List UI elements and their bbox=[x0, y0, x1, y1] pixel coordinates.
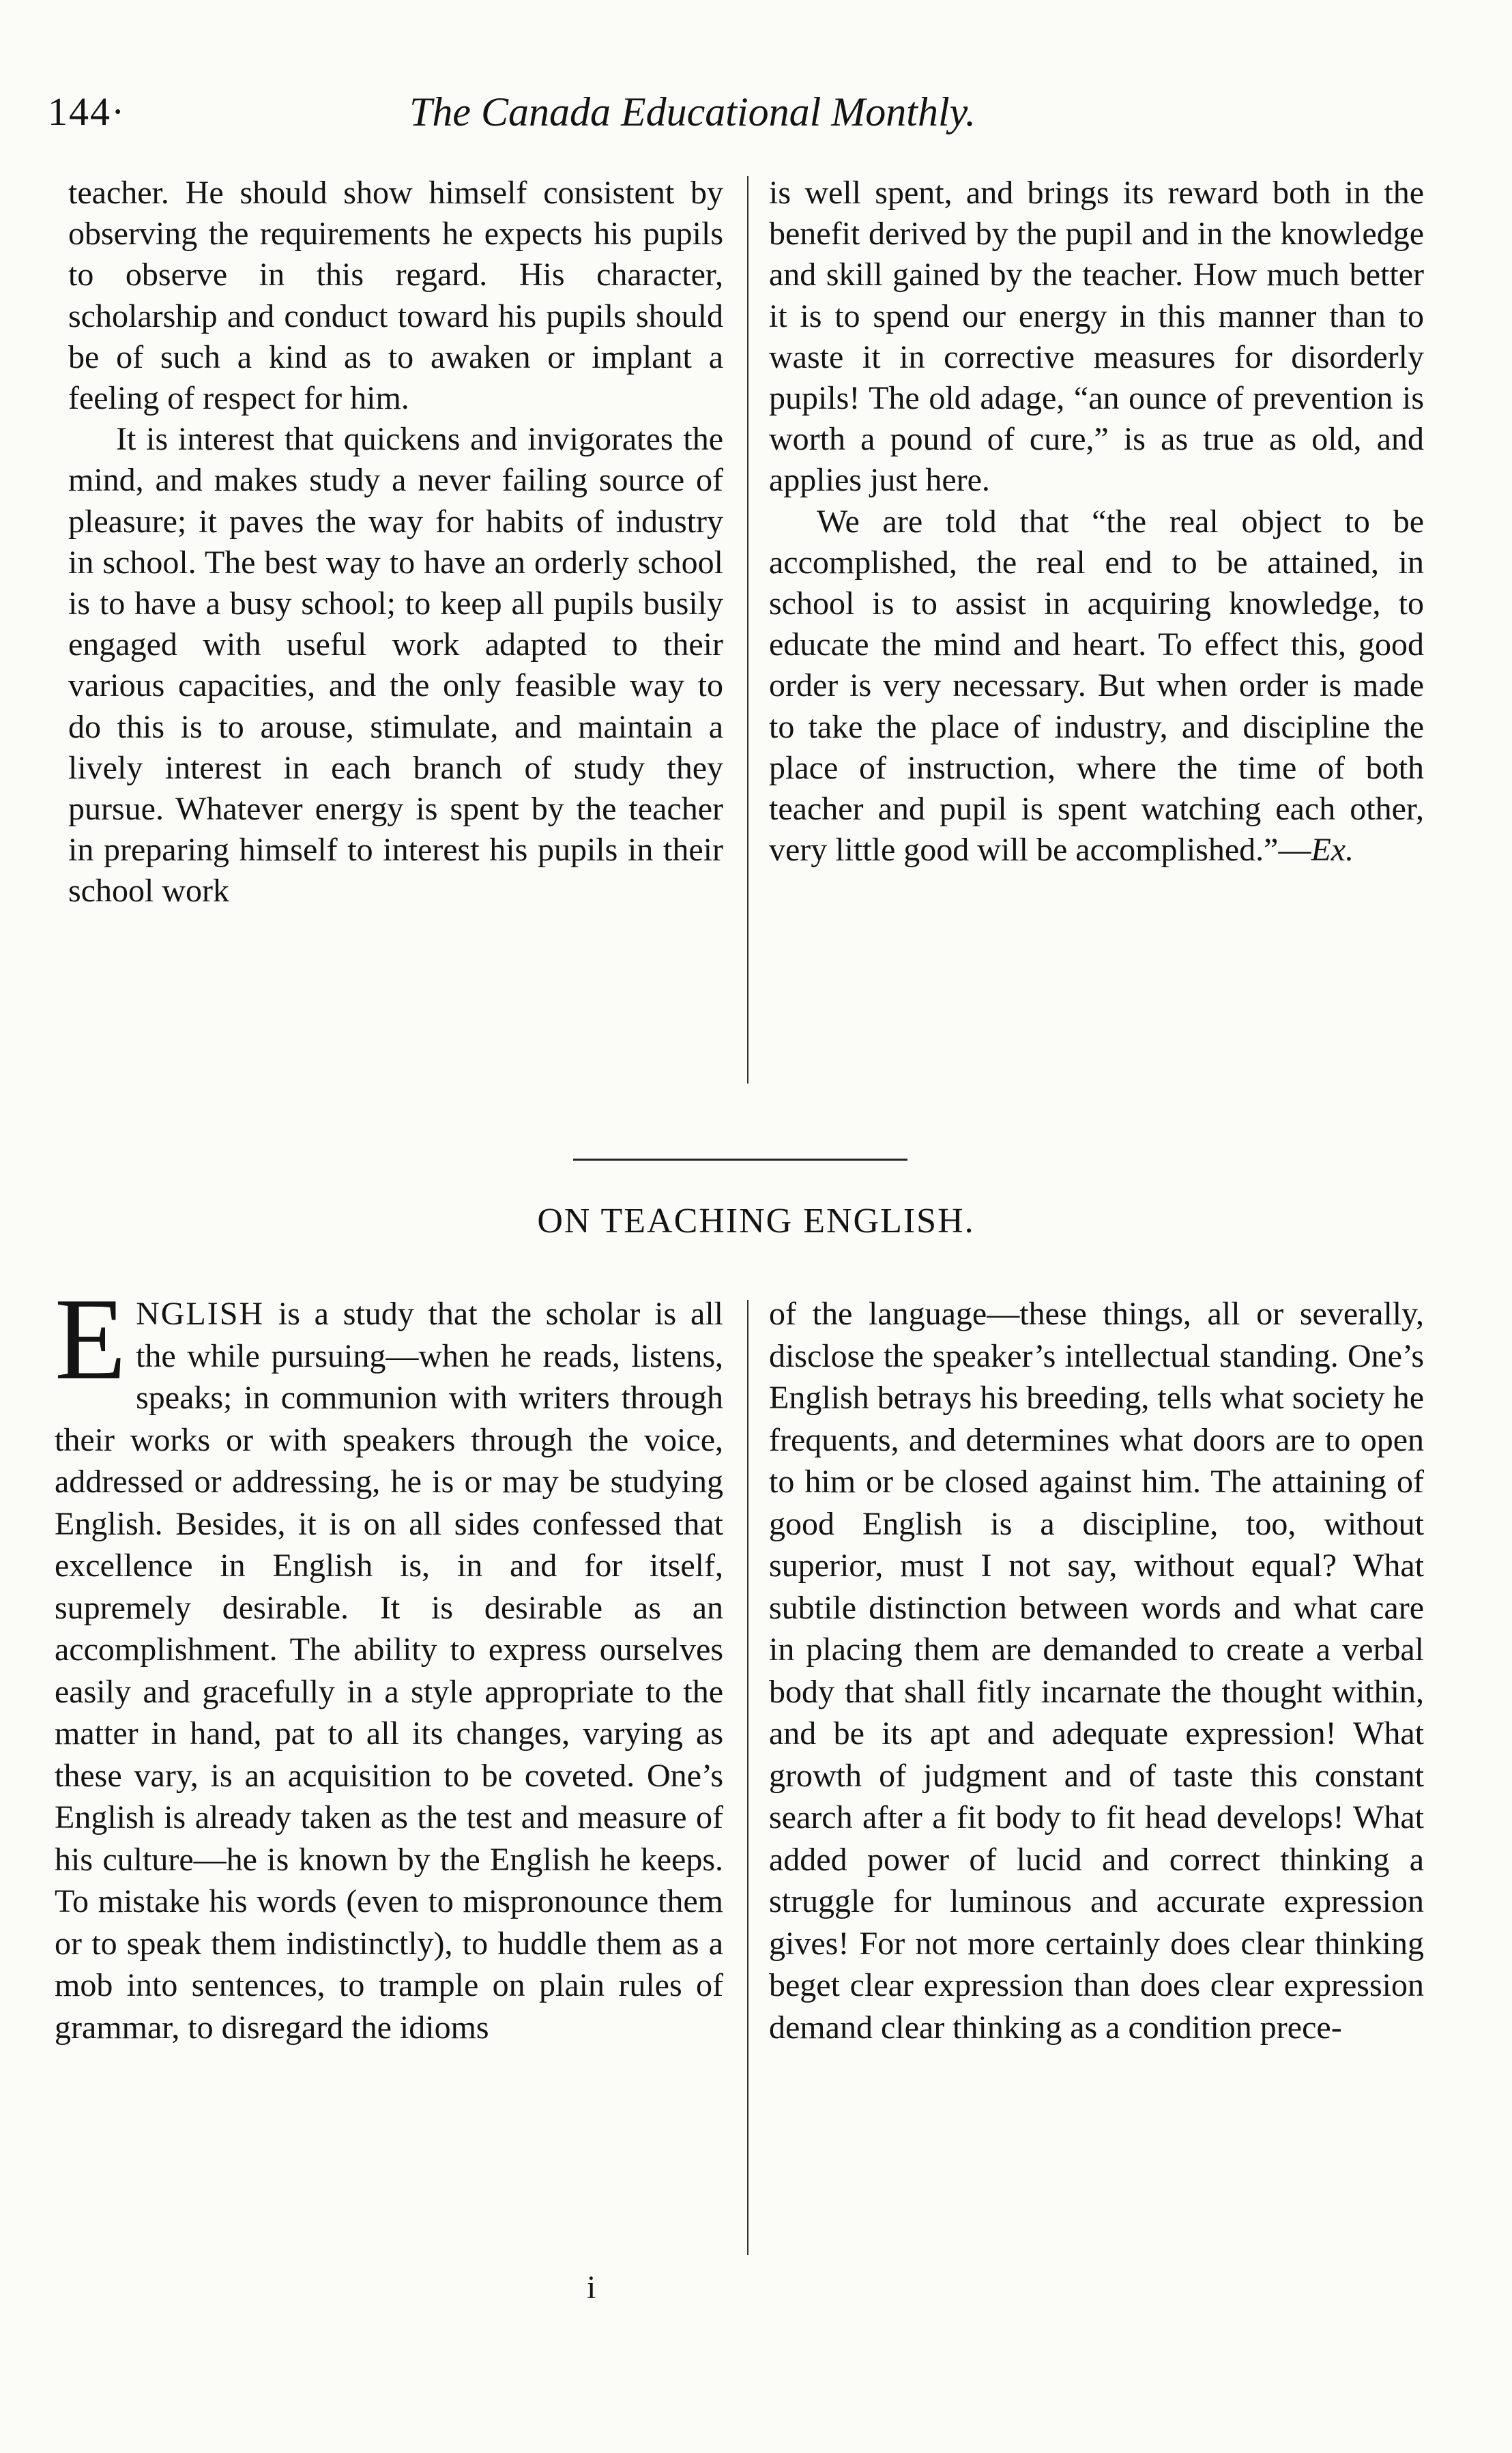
paragraph-text: is a study that the scholar is all the while pursuing—when he reads, listens, speaks; in communion with writers through their works or with speakers through the voice, addressed or addressing, he is or may be studying English. Besides, it is on all sides confessed that excellence in English is, in and for itself, supremely desirable. It is desirable as an accomplishment. The ability to express ourselves easily and gracefully in a style appropriate to the matter in hand, pat to all its changes, varying as these vary, is an acquisition to be coveted. One’s English is already taken as the test and measure of his culture—he is known by the English he keeps. To mistake his words (even to mispronounce them or to speak them indistinctly), to huddle them as a mob into sentences, to trample on plain rules of grammar, to disregard the idioms bbox=[55, 1296, 723, 2046]
paragraph: teacher. He should show himself consistent by observing the requirements he expects his pupils to observe in this regard. His character, scholarship and conduct toward his pupils should be of such a kind as to awaken or implant a feeling of respect for him. bbox=[68, 175, 723, 417]
article1-column-left bbox=[68, 173, 723, 912]
column-divider bbox=[747, 1300, 748, 2255]
lead-word: NGLISH bbox=[136, 1296, 265, 1332]
column-divider bbox=[747, 176, 748, 1084]
source-signature: Ex. bbox=[1311, 832, 1354, 869]
page-number: 144· bbox=[48, 89, 126, 134]
paragraph bbox=[769, 502, 1424, 871]
article2-column-left bbox=[55, 1275, 723, 2048]
drop-cap: E bbox=[55, 1275, 127, 1404]
quoted-passage: We are told that “the real object to be accomplished, the real end to be attained, in school is to assist in acquiring knowledge, to educate the mind and heart. To effect this, good order is very necessary. But when order is made to take the place of industry, and discipline the place of instruction, where the time of both teacher and pupil is spent watching each other, very little good will be accomplished.”— bbox=[769, 503, 1424, 869]
article1-column-right bbox=[769, 173, 1424, 871]
running-title: The Canada Educational Monthly. bbox=[409, 89, 976, 134]
running-header bbox=[48, 89, 1085, 143]
paragraph bbox=[55, 1275, 723, 2048]
paragraph: is well spent, and brings its reward both in the benefit derived by the pupil and in the knowledge and skill gained by the teacher. How much better it is to spend our energy in this manner than to waste it in corrective measures for disorderly pupils! The old adage, “an ounce of prevention is worth a pound of cure,” is as true as old, and applies just here. bbox=[769, 175, 1424, 499]
section-divider bbox=[573, 1159, 907, 1161]
paragraph: It is interest that quickens and invigorates the mind, and makes study a never failing source of pleasure; it paves the way for habits of industry in school. The best way to have an orderly school is to have a busy school; to keep all pupils busily engaged with useful work adapted to their various capacities, and the only feasible way to do this is to arouse, stimulate, and maintain a lively interest in each branch of study they pursue. Whatever energy is spent by the teacher in preparing himself to interest his pupils in their school work bbox=[68, 421, 723, 910]
paragraph: of the language—these things, all or severally, disclose the speaker’s intellectual standing. One’s English betrays his breeding, tells what society he frequents, and determines what doors are to open to him or be closed against him. The attaining of good English is a discipline, too, without superior, must I not say, without equal? What subtile distinction between words and what care in placing them are demanded to create a verbal body that shall fitly incarnate the thought within, and be its apt and adequate expression! What growth of judgment and of taste this constant search after a fit body to fit head develops! What added power of lucid and correct thinking a struggle for luminous and accurate expression gives! For not more certainly does clear thinking beget clear expression than does clear expression demand clear thinking as a condition prece- bbox=[769, 1296, 1424, 2046]
article2-column-right bbox=[769, 1293, 1424, 2048]
article-title: ON TEACHING ENGLISH. bbox=[537, 1202, 975, 1240]
signature-mark: i bbox=[587, 2269, 596, 2306]
